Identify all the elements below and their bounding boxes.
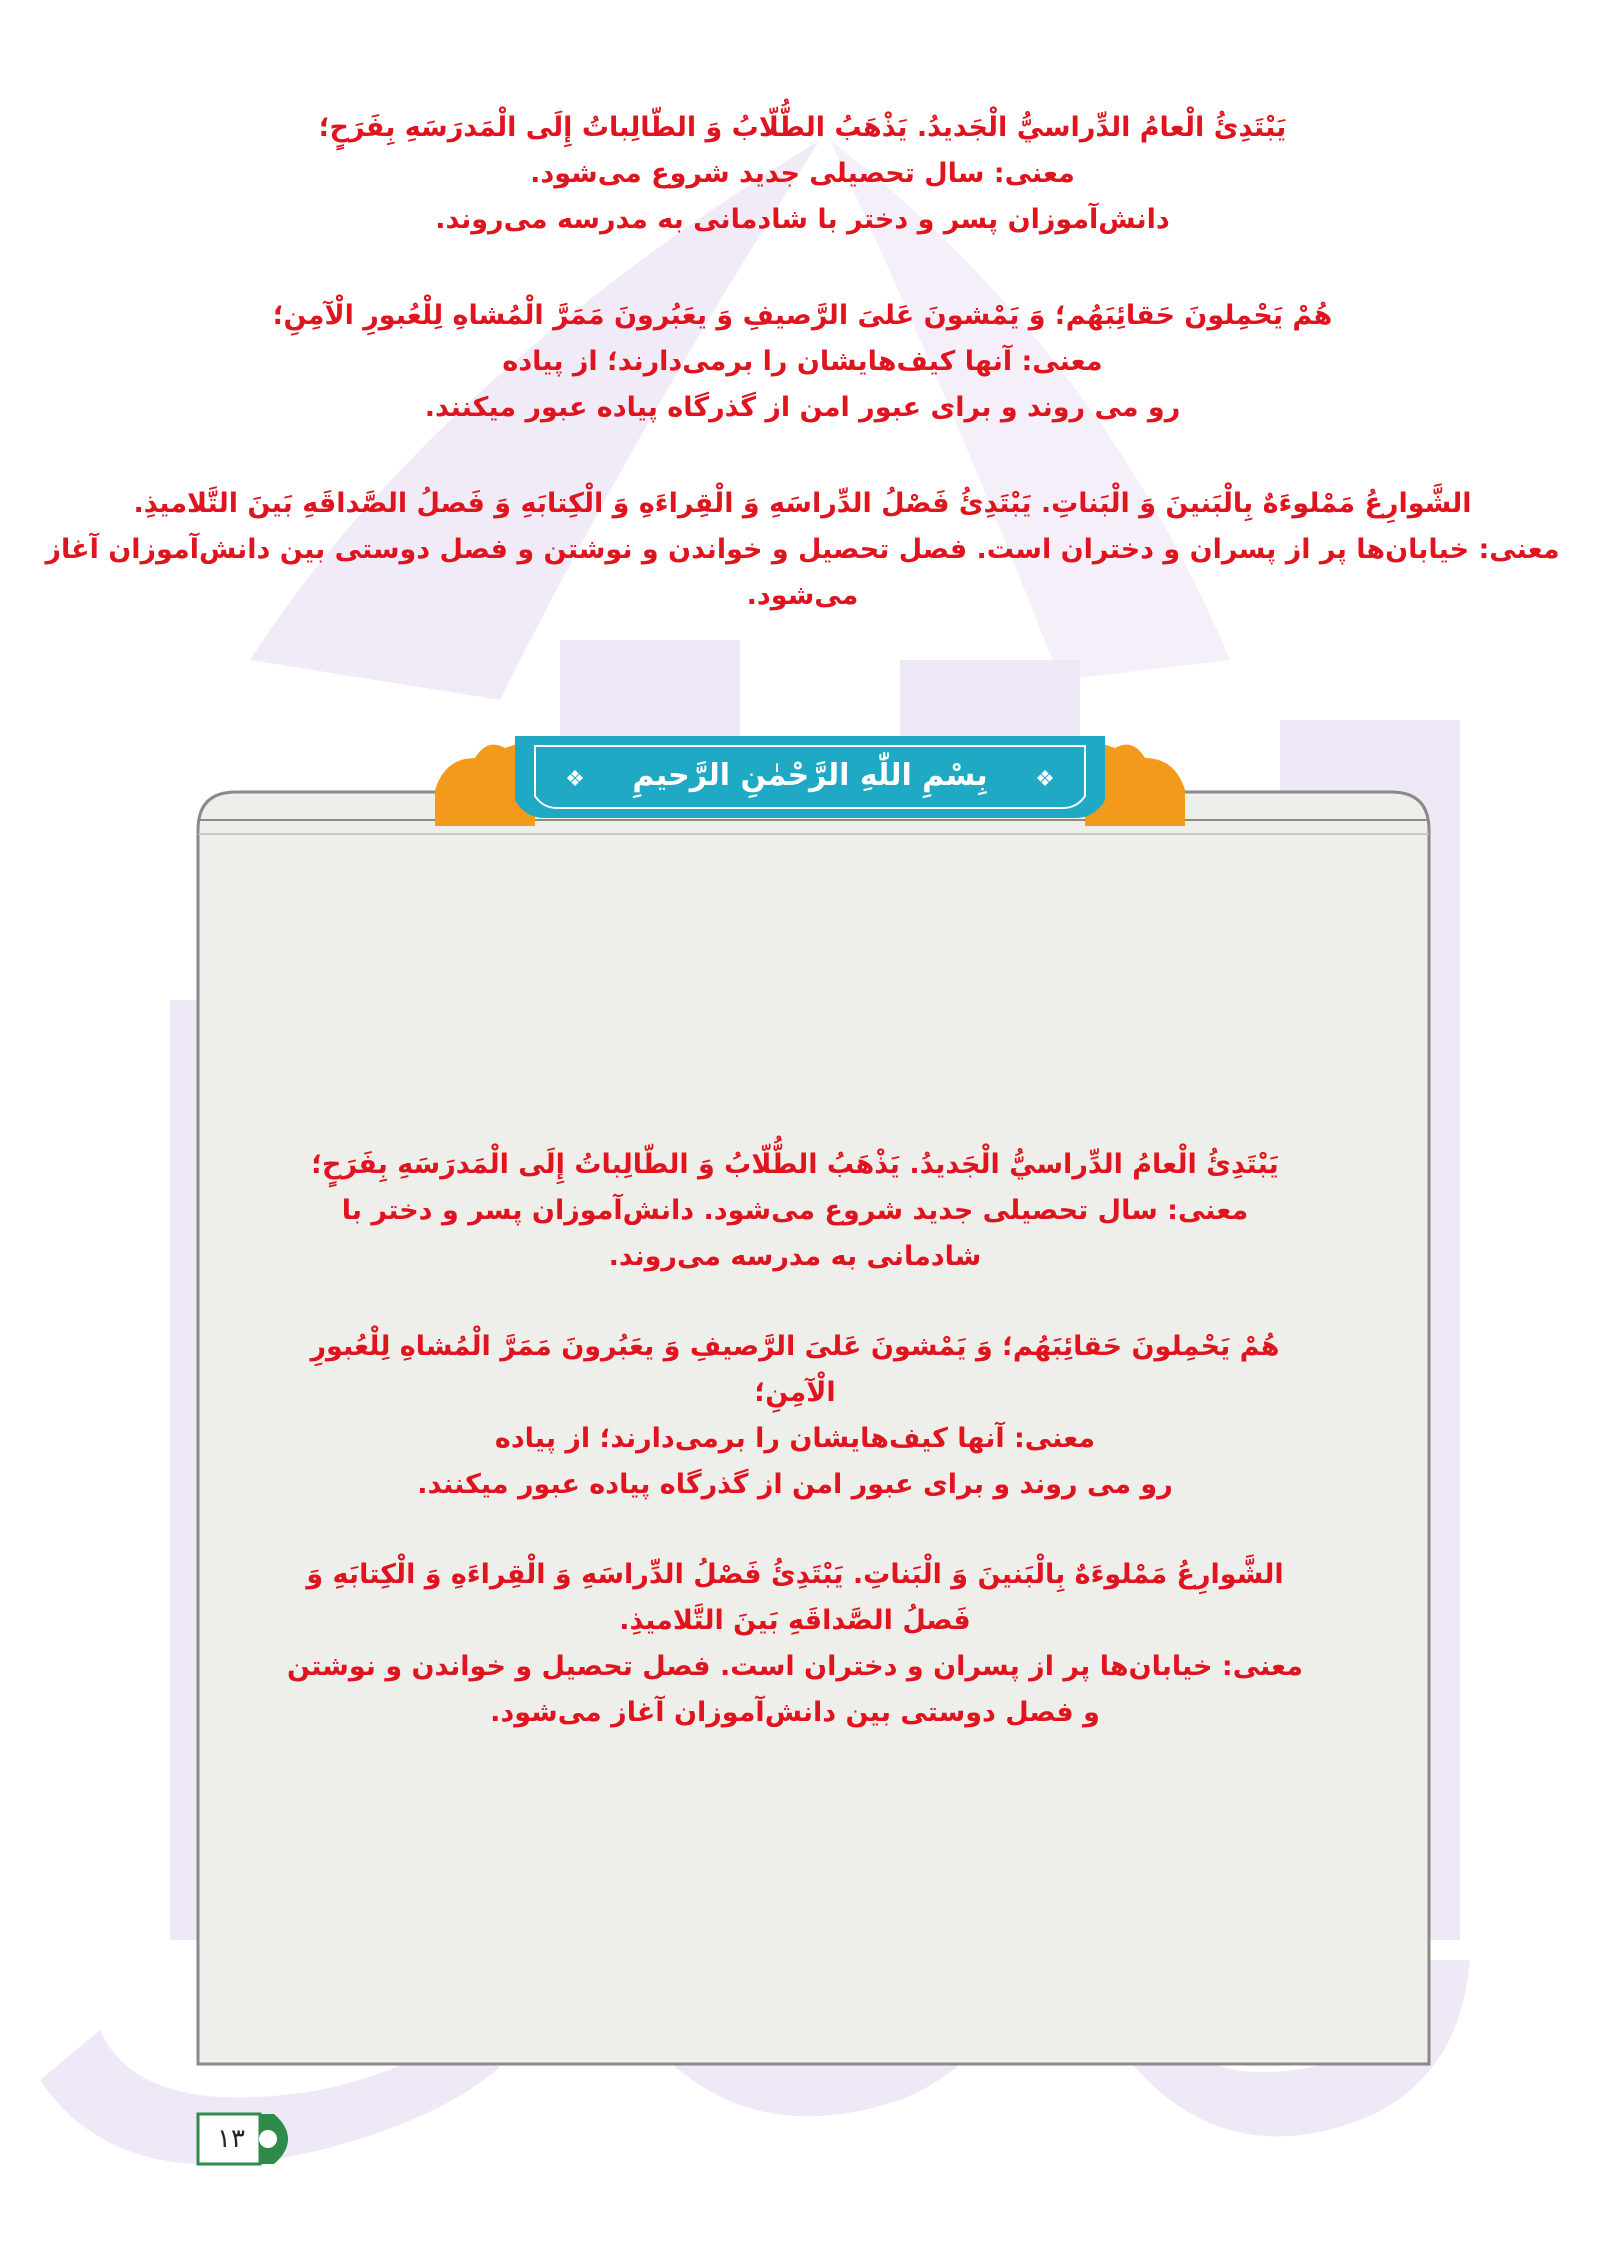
banner-ornament-left: ❖ [565,767,585,792]
frame-line1-arabic: يَبْتَدِئُ الْعامُ الدِّراسيُّ الْجَديدُ. يَذْهَبُ الطُّلّابُ وَ الطّالِباتُ إِلَى الْمَدرَسَهِ بِفَرَحٍ؛ [311,1149,1279,1180]
banner-text: بِسْمِ اللّٰهِ الرَّحْمٰنِ الرَّحيمِ [632,758,988,793]
frame-line2-meaning: معنی: آنها کیف‌هایشان را برمی‌دارند؛ از پیاده [494,1423,1096,1454]
top-line3-arabic: الشَّوارِعُ مَمْلوءَهٌ بِالْبَنينَ وَ الْبَناتِ. يَبْتَدِئُ فَصْلُ الدِّراسَهِ وَ الْقِراءَهِ وَ الْكِتابَهِ وَ فَصلُ الصَّداقَهِ بَينَ التَّلاميذِ. [133,488,1472,519]
banner-ornament-right: ❖ [1035,767,1055,792]
top-text-block [40,105,1565,619]
top-line3-meaning: معنی: خیابان‌ها پر از پسران و دختران است. فصل تحصیل و خواندن و نوشتن و فصل دوستی بین دانش‌آموزان آغاز می‌شود. [45,534,1560,611]
frame-line3-arabic: الشَّوارِعُ مَمْلوءَهٌ بِالْبَنينَ وَ الْبَناتِ. يَبْتَدِئُ فَصْلُ الدِّراسَهِ وَ الْقِراءَهِ وَ الْكِتابَهِ وَ فَصلُ الصَّداقَهِ بَينَ التَّلاميذِ. [306,1559,1284,1636]
page-number: ۱۳ [217,2124,245,2154]
frame-line2-meaning-cont: رو می روند و برای عبور امن از گذرگاه پیاده عبور میکنند. [417,1469,1173,1500]
frame-line1-meaning: معنی: سال تحصیلی جدید شروع می‌شود. دانش‌آموزان پسر و دختر با شادمانی به مدرسه می‌روند. [341,1195,1249,1272]
top-line1-meaning-cont: دانش‌آموزان پسر و دختر با شادمانی به مدرسه می‌روند. [435,204,1170,235]
top-line1-meaning: معنی: سال تحصیلی جدید شروع می‌شود. [530,158,1075,189]
frame-text-block [285,1142,1305,1736]
frame-line2-arabic: هُمْ يَحْمِلونَ حَقائِبَهُم؛ وَ يَمْشونَ عَلىَ الرَّصيفِ وَ يعَبُرونَ مَمَرَّ الْمُشاهِ لِلْعُبورِ الْآمِنِ؛ [310,1331,1280,1408]
top-line2-meaning-cont: رو می روند و برای عبور امن از گذرگاه پیاده عبور میکنند. [424,392,1181,423]
frame-line3-meaning: معنی: خیابان‌ها پر از پسران و دختران است. فصل تحصیل و خواندن و نوشتن و فصل دوستی بین دانش‌آموزان آغاز می‌شود. [286,1651,1304,1728]
top-line2-arabic: هُمْ يَحْمِلونَ حَقائِبَهُم؛ وَ يَمْشونَ عَلىَ الرَّصيفِ وَ يعَبُرونَ مَمَرَّ الْمُشاهِ لِلْعُبورِ الْآمِنِ؛ [272,300,1333,331]
top-line2-meaning: معنی: آنها کیف‌هایشان را برمی‌دارند؛ از پیاده [502,346,1103,377]
top-line1-arabic: يَبْتَدِئُ الْعامُ الدِّراسيُّ الْجَديدُ. يَذْهَبُ الطُّلّابُ وَ الطّالِباتُ إِلَى الْمَدرَسَهِ بِفَرَحٍ؛ [318,112,1287,143]
